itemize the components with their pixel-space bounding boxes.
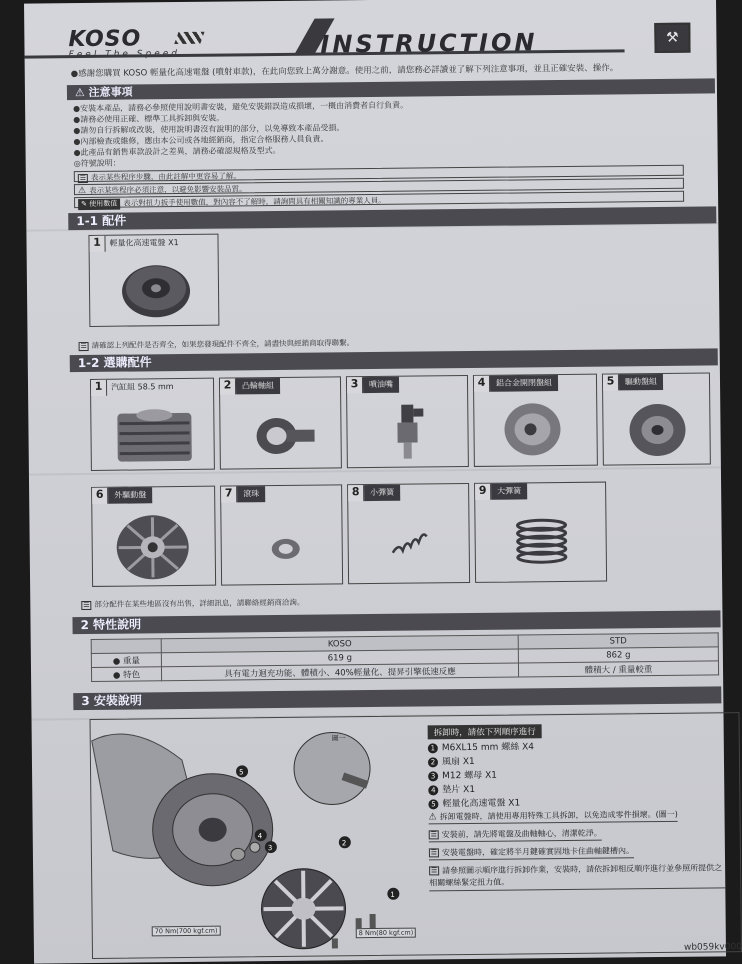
cylinder-image [109, 405, 200, 466]
clutch-image [500, 399, 571, 460]
svg-text:1: 1 [390, 890, 395, 899]
caution-line: ●請務必使用正確、標準工具拆卸與安裝。 [73, 113, 225, 125]
torque-label-nut: 70 Nm(700 kgf.cm) [152, 926, 221, 937]
figure-one-label: 圖一 [331, 734, 346, 743]
torque-label-screw: 8 Nm(80 kgf.cm) [356, 928, 417, 939]
optional-part-drive-pulley: 5 驅動盤組 [602, 372, 711, 465]
section-1-1-heading: 1-1 配件 [68, 206, 716, 230]
optional-part-injector: 3 噴油嘴 [346, 375, 469, 468]
note-icon: ☰ [430, 866, 438, 875]
row-label: ● 重量 [91, 653, 161, 668]
install-note: ⚠ 拆卸電盤時，請使用專用特殊工具拆卸，以免造成零件損壞。(圖一) [428, 809, 678, 823]
torque-wrench-icon: ✎ 使用數值 [78, 199, 120, 210]
warning-icon: ⚠ [77, 185, 87, 197]
install-note: ☰ 安裝電盤時，確定將半月鍵確實固地卡住曲軸鍵槽內。 [429, 845, 634, 860]
intro-text: ●感謝您購買 KOSO 輕量化高速電盤 (噴射車款)，在此向您致上萬分謝意。使用之前，請您務必詳讀並了解下列注意事項，並且正確安裝、操作。 [70, 63, 619, 80]
install-note: ☰ 安裝前，請先將電盤及曲軸軸心，清潔乾淨。 [429, 828, 602, 843]
spec-table [91, 632, 719, 682]
removal-step: 2 風扇 X1 [428, 754, 475, 767]
caution-line: ●內部檢查或維修，應由本公司或各地經銷商，指定合格服務人員負責。 [73, 134, 329, 147]
brand-name: KOSO [68, 26, 142, 53]
removal-step: 4 墊片 X1 [428, 782, 475, 795]
row-label: ● 特色 [91, 667, 161, 682]
warning-icon: ⚠ [428, 812, 437, 823]
caution-line: ●安裝本產品，請務必參照使用說明書安裝，避免安裝錯誤造成損壞，一概由消費者自行負責。 [73, 100, 409, 114]
exploded-view-diagram [92, 717, 424, 956]
symbol-note-row: ☰ 表示某些程序步驟，由此註解中更容易了解。 [74, 165, 684, 182]
included-part-card: 1 輕量化高速電盤 X1 [88, 234, 219, 327]
note-icon: ☰ [430, 848, 438, 857]
svg-text:4: 4 [257, 832, 263, 841]
page-title: INSTRUCTION [320, 28, 538, 59]
removal-order-heading: 拆卸時，請依下列順序進行 [428, 724, 542, 739]
small-spring-image [388, 524, 428, 558]
note-icon: ☰ [79, 173, 87, 182]
table-cell: 862 g [518, 647, 718, 663]
camshaft-image [246, 406, 317, 463]
optional-part-cylinder: 1 汽缸組 58.5 mm [90, 378, 215, 471]
roller-image [266, 534, 306, 564]
caution-line: ●請勿自行拆解或改裝，使用說明書沒有說明的部分，以免導致本產品受損。 [73, 123, 345, 136]
column-header: KOSO [161, 635, 518, 653]
svg-text:5: 5 [239, 768, 244, 777]
outer-drive-face-image [112, 511, 193, 582]
note-icon: ☰ [430, 830, 437, 839]
optional-part-small-spring: 8 小彈簧 [347, 483, 470, 584]
column-header: STD [518, 633, 718, 649]
instruction-sheet [24, 0, 742, 964]
table-cell: 619 g [161, 649, 518, 667]
note-icon: ☰ [83, 600, 90, 609]
accessory-check-note: ☰ 請確認上列配件是否齊全，如果您發現配件不齊全，請盡快與經銷商取得聯繫。 [80, 338, 355, 350]
optional-part-camshaft: 2 凸輪軸組 [219, 376, 342, 469]
regional-availability-note: ☰ 部分配件在某些地區沒有出售，詳細訊息，請聯絡經銷商洽詢。 [83, 597, 305, 609]
symbol-torque-row: ✎ 使用數值 表示對扭力扳手使用數值，對內容不了解時，請詢問具有相關知識的專業人員。 [74, 191, 684, 208]
document-code: wb059kv000 [683, 942, 742, 953]
install-note: ☰ 請參照圖示順序進行拆卸作業，安裝時，請依拆卸相反順序進行並參照所提供之相關螺絲緊定扭力值。 [429, 862, 725, 891]
optional-part-roller: 7 滾珠 [220, 484, 343, 585]
table-cell: 體積大 / 重量較重 [518, 661, 718, 677]
injector-image [387, 400, 428, 462]
symbol-warning-row: ⚠ 表示某些程序必須注意，以避免影響安裝品質。 [74, 178, 684, 195]
optional-part-clutch: 4 鋁合金開閉盤組 [473, 374, 598, 467]
svg-text:2: 2 [341, 839, 347, 848]
note-icon: ☰ [80, 341, 87, 350]
tool-icon: ⚒ [654, 23, 690, 53]
optional-part-large-spring: 9 大彈簧 [474, 482, 607, 583]
drive-pulley-image [623, 398, 694, 459]
table-cell: 具有電力迴充功能、體積小、40%輕量化、提昇引擎低速反應 [161, 663, 518, 681]
checkered-flag-icon [174, 32, 204, 44]
caution-heading: ⚠ 注意事項 [67, 78, 715, 100]
section-2-heading: 2 特性說明 [72, 610, 720, 634]
caution-line: ◎符號說明： [73, 158, 121, 169]
stator-rotor-image [116, 257, 197, 320]
large-spring-image [509, 517, 574, 568]
section-3-heading: 3 安裝說明 [73, 686, 721, 710]
removal-step: 1 M6XL15 mm 螺絲 X4 [428, 739, 534, 753]
optional-part-outer-drive-face: 6 外驅動盤 [91, 486, 216, 587]
svg-text:3: 3 [267, 844, 273, 853]
removal-step: 3 M12 螺母 X1 [428, 768, 497, 782]
caution-line: ●此產品有銷售車款設計之差異，請務必確認規格及型式。 [73, 145, 281, 158]
section-1-2-heading: 1-2 選購配件 [70, 348, 718, 372]
caution-list [73, 100, 409, 170]
removal-step: 5 輕量化高速電盤 X1 [428, 795, 520, 809]
